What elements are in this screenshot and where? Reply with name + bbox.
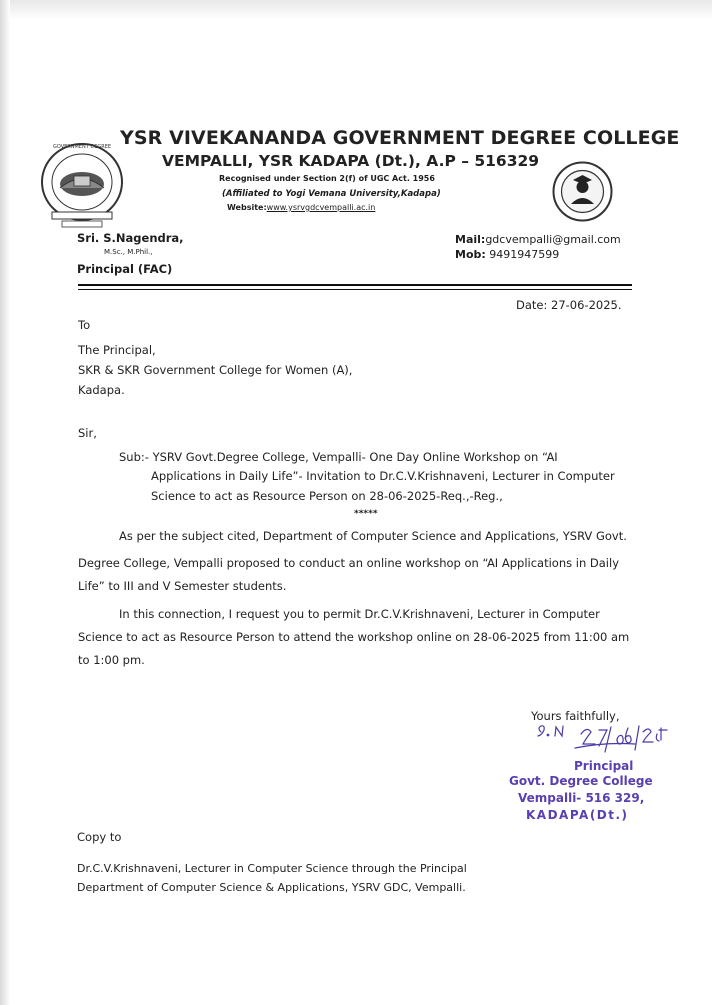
college-name: YSR VIVEKANANDA GOVERNMENT DEGREE COLLEGE [120,127,680,149]
college-seal-logo [36,140,128,230]
stamp-line: KADAPA(Dt.) [526,808,629,822]
to-label: To [78,318,91,332]
website-line [227,203,375,212]
svg-text:GOVERNMENT DEGREE: GOVERNMENT DEGREE [52,144,112,150]
copy-to-line: Department of Computer Science & Applications, YSRV GDC, Vempalli. [77,881,466,894]
paragraph-line: Life” to III and V Semester students. [78,579,287,593]
paragraph-line: to 1:00 pm. [78,653,145,667]
recipient-line: Kadapa. [78,383,125,397]
header-divider-thick [78,284,632,286]
ugc-recognition: Recognised under Section 2(f) of UGC Act. 1956 [219,174,435,183]
section-separator: ***** [354,509,378,519]
mob-label: Mob: [455,248,486,261]
subject-line: Applications in Daily Life”- Invitation to Dr.C.V.Krishnaveni, Lecturer in Computer [151,469,615,483]
letter-date: Date: 27-06-2025. [516,298,622,312]
salutation: Sir, [78,426,97,440]
subject-line: Science to act as Resource Person on 28-06-2025-Req.,-Reg., [151,489,503,503]
recipient-line: SKR & SKR Government College for Women (A), [78,363,353,377]
closing: Yours faithfully, [531,709,620,723]
header-divider-thin [78,289,632,290]
scan-top-shadow [0,0,712,20]
website-label: Website: [227,203,267,212]
stamp-line: Govt. Degree College [509,774,653,788]
mail-value[interactable]: gdcvempalli@gmail.com [485,233,621,246]
sender-name: Sri. S.Nagendra, [77,231,184,245]
sender-role: Principal (FAC) [77,262,173,276]
sender-mobile [455,248,559,261]
sender-qualification: M.Sc., M.Phil., [104,248,153,256]
mail-label: Mail: [455,233,486,246]
college-address: VEMPALLI, YSR KADAPA (Dt.), A.P – 516329 [162,152,540,170]
paragraph-line: As per the subject cited, Department of Computer Science and Applications, YSRV Govt. [119,529,627,543]
website-link[interactable]: www.ysrvgdcvempalli.ac.in [266,203,376,212]
copy-to-line: Dr.C.V.Krishnaveni, Lecturer in Computer Science through the Principal [77,862,467,875]
mob-value: 9491947599 [485,248,560,261]
paragraph-line: In this connection, I request you to permit Dr.C.V.Krishnaveni, Lecturer in Computer [119,607,600,621]
university-affiliation: (Affiliated to Yogi Vemana University,Kadapa) [222,189,441,199]
scan-left-shadow [0,0,10,1005]
paragraph-line: Degree College, Vempalli proposed to conduct an online workshop on “AI Applications in Daily [78,556,619,570]
sender-mail [455,233,621,246]
stamp-line: Vempalli- 516 329, [518,791,645,805]
recipient-line: The Principal, [78,343,156,357]
subject-line: Sub:- YSRV Govt.Degree College, Vempalli- One Day Online Workshop on “AI [119,450,558,464]
stamp-line: Principal [574,759,634,773]
copy-to-label: Copy to [77,830,122,844]
paragraph-line: Science to act as Resource Person to attend the workshop online on 28-06-2025 from 11:00 am [78,630,630,644]
handwritten-signature [535,722,670,762]
commissionerate-seal-logo [551,160,614,223]
